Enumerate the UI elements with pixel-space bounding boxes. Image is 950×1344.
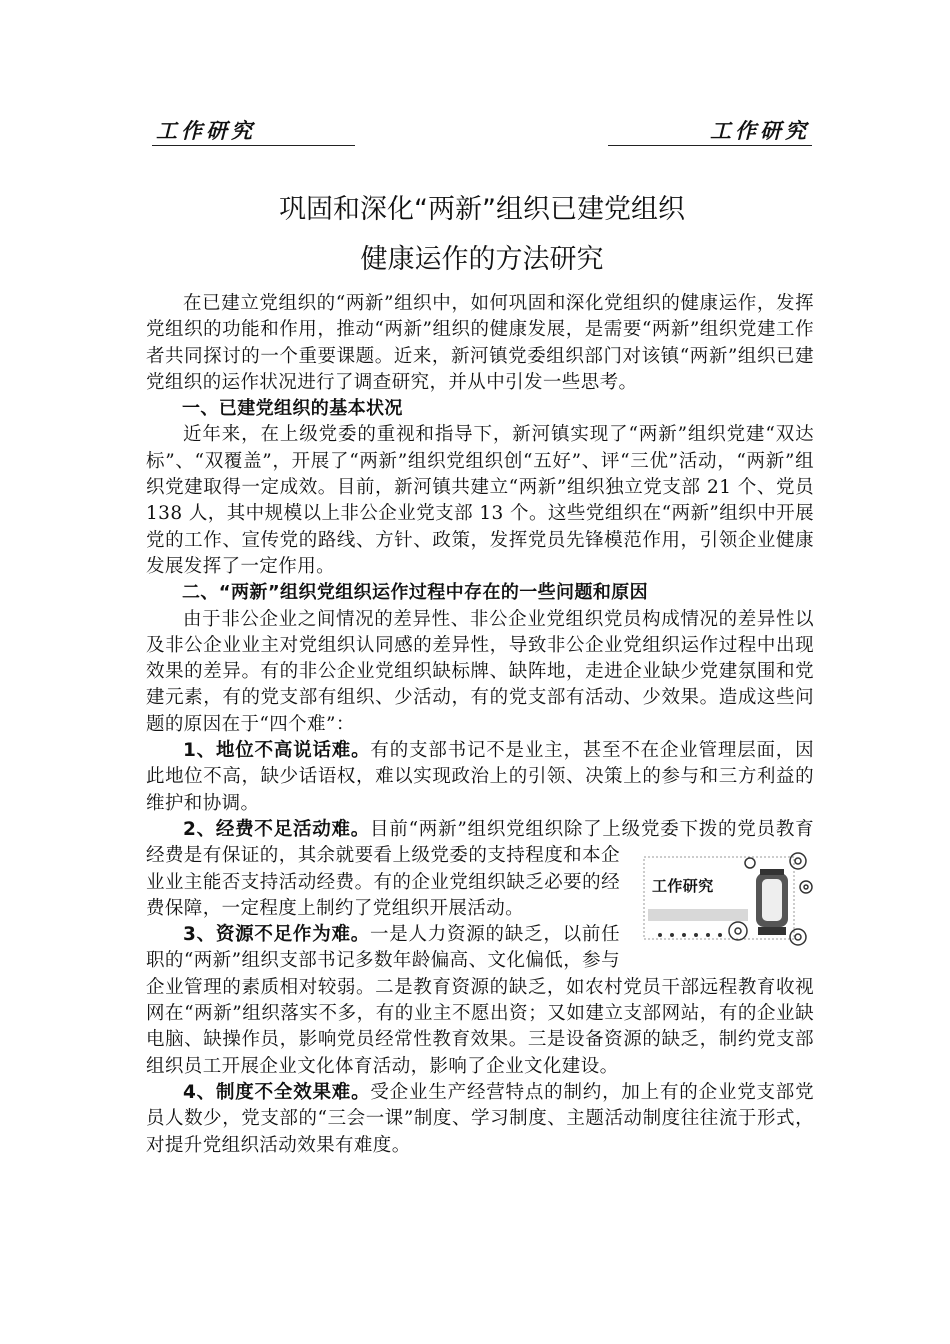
point-2-text: 目前“两新”组织党组织除了上级党委下拨: [370, 818, 719, 840]
running-header-right: 工作研究: [608, 116, 812, 146]
inset-label: 工作研究: [652, 877, 714, 896]
point-4-lead: 4、制度不全效果难。: [183, 1081, 371, 1103]
point-3-lead: 3、资源不足作为难。: [183, 924, 370, 946]
point-3-text: 一是人力资源的缺乏，以前任职的“两新”组织支部书记多数年龄偏高、文化偏低，参与企业管理的素质相对较弱。二是教育资源的缺乏，如农村党员干部远程教育收视网在“两新”组织落实不多，有的业主不愿出资；又如建立支部网站，有的企业缺电脑、缺操作员，影响党员经常性教育效果。三是设备资源的缺乏，制约党支部组织员工开展企业文化体育活动，影响了企业文化建设。: [146, 924, 814, 1077]
point-2-lead-paragraph: [146, 817, 814, 922]
article-title-line-2: 健康运作的方法研究: [360, 244, 604, 275]
decorative-vase-flower-icon: [638, 849, 814, 949]
article-title-line-1: 巩固和深化“两新”组织已建党组织: [279, 194, 685, 225]
section-1-heading: 一、已建党组织的基本状况: [182, 398, 403, 420]
point-1-lead: 1、地位不高说话难。: [183, 740, 371, 762]
point-1-paragraph: [146, 738, 814, 817]
section-2-paragraph: 由于非公企业之间情况的差异性、非公企业党组织党员构成情况的差异性以及非公企业业主对党组织认同感的差异性，导致非公企业党组织运作过程中出现效果的差异。有的非公企业党组织缺标牌、缺阵地，走进企业缺少党建氛围和党建元素，有的党支部有组织、少活动，有的党支部有活动、少效果。造成这些问题的原因在于“四个难”：: [146, 608, 814, 735]
section-2-heading: 二、“两新”组织党组织运作过程中存在的一些问题和原因: [182, 582, 649, 604]
section-1-paragraph: 近年来，在上级党委的重视和指导下，新河镇实现了“两新”组织党建“双达标”、“双覆盖”，开展了“两新”组织党组织创“五好”、评“三优”活动，“两新”组织党建取得一定成效。目前，新河镇共建立“两新”组织独立党支部 21 个、党员 138 人，其中规模以上非公企业党支部 13 个。这些党组织在“两新”组织中开展党的工作、宣传党的路线、方针、政策，发挥党员先锋模范作用，引领企业健康发展发挥了一定作用。: [146, 424, 814, 577]
point-4-text: 受企业生产经营特点的制约，加上有的企业党支部党员人数少，党支部的“三会一课”制度、学习制度、主题活动制度往往流于形式，对提升党组织活动效果有难度。: [146, 1081, 815, 1156]
point-2-lead: 2、经费不足活动难。: [183, 818, 371, 840]
intro-paragraph: 在已建立党组织的“两新”组织中，如何巩固和深化党组织的健康运作，发挥党组织的功能和作用，推动“两新”组织的健康发展，是需要“两新”组织党建工作者共同探讨的一个重要课题。近来，新河镇党委组织部门对该镇“两新”组织已建党组织的运作状况进行了调查研究，并从中引发一些思考。: [146, 293, 814, 393]
point-1-text: 有的支部书记不是业主，甚至不在企业管理层面，因此地位不高，缺少话语权，难以实现政治上的引领、决策上的参与和三方利益的维护和协调。: [146, 740, 815, 814]
article-body: [146, 291, 814, 1159]
running-header-left: 工作研究: [152, 116, 355, 146]
column-logo-inset: [638, 849, 814, 949]
point-2-text-continued: 的党员教育经费是有保证的，其余就要看上级党委的支持程度和本企业业主能否支持活动经费。有的企业党组织缺乏必要的经费保障，一定程度上制约了党组织开展活动。: [146, 818, 814, 919]
point-4-paragraph: [146, 1080, 814, 1159]
